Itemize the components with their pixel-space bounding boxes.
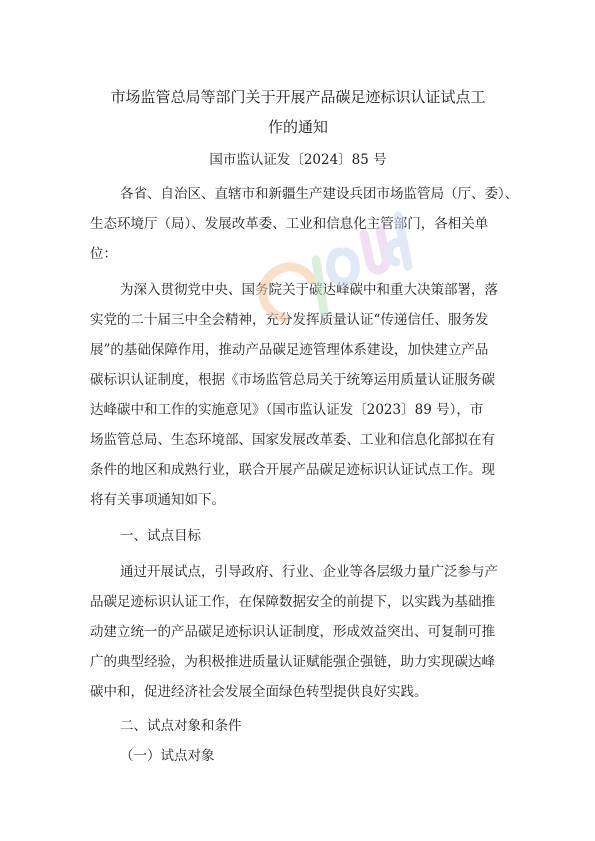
section-heading: 一、试点目标 <box>120 528 201 544</box>
body-line: 广的典型经验，为积极推进质量认证赋能强企强链，助力实现碳达峰 <box>90 654 495 670</box>
body-line: 动建立统一的产品碳足迹标识认证制度，形成效益突出、可复制可推 <box>90 624 495 640</box>
body-line: 展”的基础保障作用，推动产品碳足迹管理体系建设，加快建立产品 <box>90 342 489 358</box>
body-line: 为深入贯彻党中央、国务院关于碳达峰碳中和重大决策部署，落 <box>120 282 498 298</box>
body-line: 各省、自治区、直辖市和新疆生产建设兵团市场监管局（厅、委）、 <box>120 186 519 202</box>
document-number: 国市监认证发〔2024〕85 号 <box>209 152 387 168</box>
body-line: 品碳足迹标识认证工作，在保障数据安全的前提下，以实践为基础推 <box>90 594 495 610</box>
document-title-line-1: 市场监管总局等部门关于开展产品碳足迹标识认证试点工 <box>110 88 486 106</box>
body-line: 通过开展试点，引导政府、行业、企业等各层级力量广泛参与产 <box>120 564 498 580</box>
document-title-line-2: 作的通知 <box>267 118 328 136</box>
body-line: 位： <box>90 246 117 262</box>
body-line: 条件的地区和成熟行业，联合开展产品碳足迹标识认证试点工作。现 <box>90 462 495 478</box>
body-line: 碳中和，促进经济社会发展全面绿色转型提供良好实践。 <box>90 684 428 700</box>
body-line: 碳标识认证制度，根据《市场监管总局关于统筹运用质量认证服务碳 <box>90 372 495 388</box>
section-heading: 二、试点对象和条件 <box>120 718 242 734</box>
body-line: 场监管总局、生态环境部、国家发展改革委、工业和信息化部拟在有 <box>90 432 495 448</box>
subsection-heading: （一）试点对象 <box>120 748 215 764</box>
body-line: 实党的二十届三中全会精神，充分发挥质量认证“传递信任、服务发 <box>90 312 489 328</box>
body-line: 将有关事项通知如下。 <box>90 492 225 508</box>
body-line: 生态环境厅（局）、发展改革委、工业和信息化主管部门，各相关单 <box>90 216 489 232</box>
body-line: 达峰碳中和工作的实施意见》（国市监认证发〔2023〕89 号），市 <box>90 402 484 418</box>
